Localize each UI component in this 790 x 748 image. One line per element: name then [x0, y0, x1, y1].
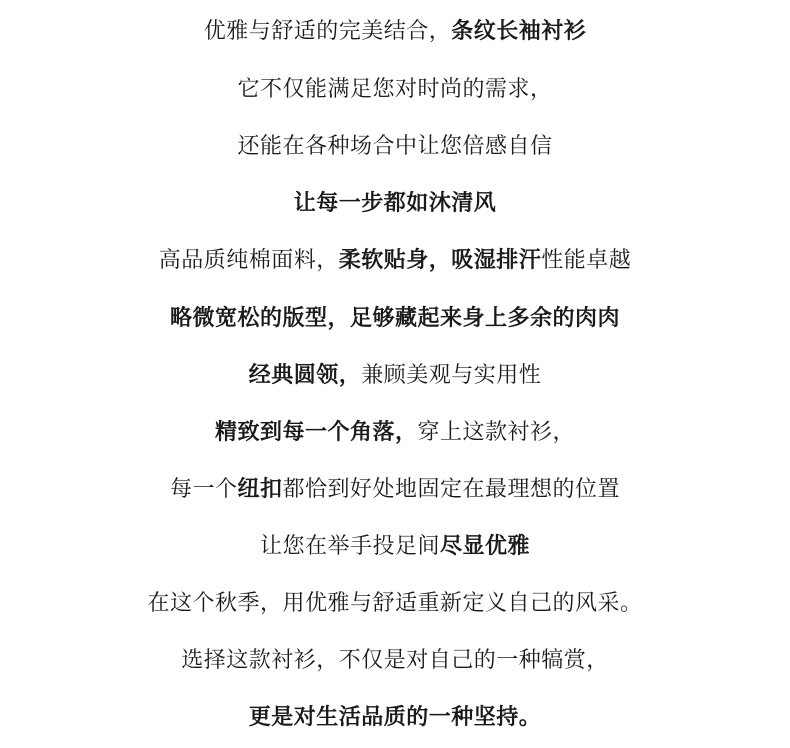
text-segment: 性能卓越	[541, 248, 632, 273]
text-line	[0, 132, 790, 162]
text-line	[0, 703, 790, 733]
text-segment: 穿上这款衬衫，	[417, 420, 576, 445]
text-segment: 都恰到好处地固定在最理想的位置	[282, 477, 621, 502]
text-segment-bold: 柔软贴身，吸湿排汗	[338, 248, 542, 273]
text-segment: 高品质纯棉面料，	[158, 248, 339, 273]
text-line	[0, 304, 790, 334]
text-segment-bold: 纽扣	[237, 477, 283, 502]
text-line	[0, 646, 790, 676]
text-line	[0, 17, 790, 47]
text-segment: 在这个秋季，用优雅与舒适重新定义自己的风采。	[147, 591, 643, 616]
text-segment-bold: 让每一步都如沐清风	[293, 191, 497, 216]
text-line	[0, 189, 790, 219]
text-line	[0, 589, 790, 619]
text-segment: 兼顾美观与实用性	[361, 363, 542, 388]
text-line	[0, 361, 790, 391]
text-segment-bold: 条纹长袖衬衫	[451, 19, 587, 44]
text-segment-bold: 更是对生活品质的一种坚持。	[248, 705, 542, 730]
text-segment-bold: 精致到每一个角落，	[214, 420, 418, 445]
text-segment: 选择这款衬衫，不仅是对自己的一种犒赏，	[181, 648, 609, 673]
text-segment: 它不仅能满足您对时尚的需求，	[237, 77, 553, 102]
text-segment-bold: 略微宽松的版型，足够藏起来身上多余的肉肉	[169, 306, 620, 331]
text-segment-bold: 经典圆领，	[248, 363, 362, 388]
text-segment: 让您在举手投足间	[259, 534, 440, 559]
text-segment: 每一个	[169, 477, 238, 502]
text-line	[0, 532, 790, 562]
text-line	[0, 418, 790, 448]
text-segment-bold: 尽显优雅	[440, 534, 531, 559]
text-line	[0, 75, 790, 105]
text-line	[0, 475, 790, 505]
text-segment: 优雅与舒适的完美结合，	[203, 19, 452, 44]
text-line	[0, 246, 790, 276]
text-segment: 还能在各种场合中让您倍感自信	[237, 134, 553, 159]
